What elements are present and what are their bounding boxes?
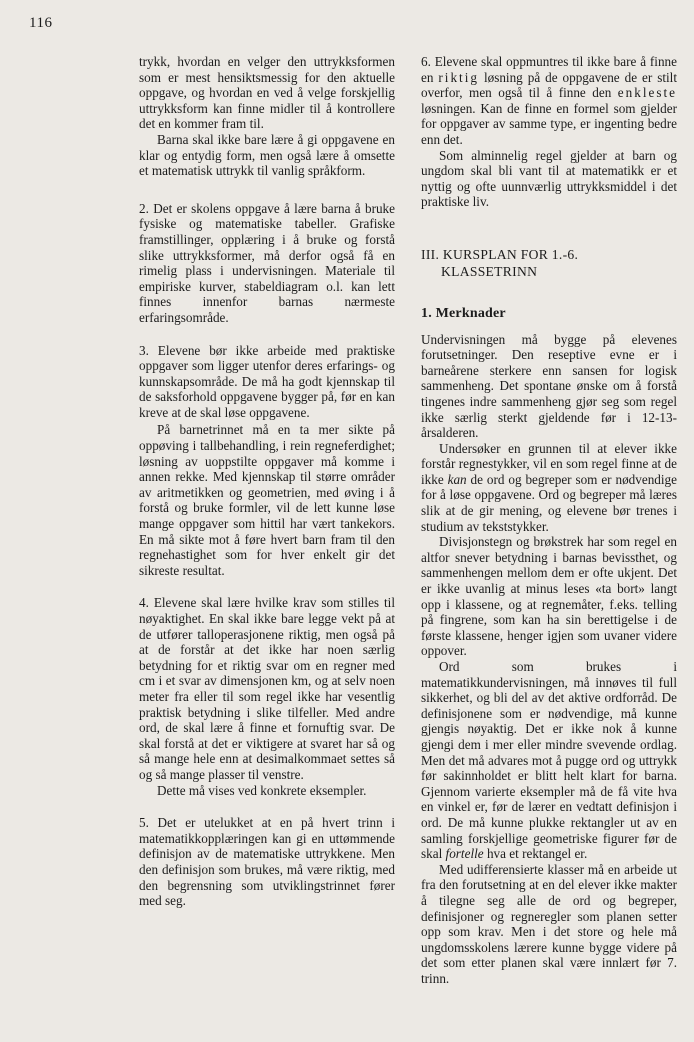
right-column xyxy=(421,54,677,986)
emphasized-word: fortelle xyxy=(445,846,484,862)
left-column xyxy=(139,54,395,909)
paragraph: Med udifferensierte klasser må en arbeide ut fra den forutsetning at en del elever ikke makter å tilegne seg alle de ord og begreper, definisjoner og regneregler som planen setter opp som krav. Men i det store og hele må ungdomsskolens lærere kunne bygge videre på det som etter planen skal være innlært før 7. trinn. xyxy=(421,861,677,986)
paragraph: trykk, hvordan en velger den uttrykksformen som er mest hensiktsmessig for den aktuelle oppgave, og hvordan en ved å velge forskjellig uttrykksform kan finne midler til å kontrollere det en kommer fram til. xyxy=(139,54,395,132)
paragraph: På barnetrinnet må en ta mer sikte på oppøving i tallbehandling, i rein regneferdighet; løsning av uoppstilte oppgaver må komme i annen rekke. Med kjennskap til større områder av aritmetikken og geometrien, med øving i å forstå og bruke formler, vil de lett kunne løse mange oppgaver som hittil har vært tankekors. En må sikte mot å føre hvert barn fram til den regnehastighet som for hver enkelt gir det sikreste resultat. xyxy=(139,422,395,578)
paragraph: Divisjonstegn og brøkstrek har som regel en altfor snever betydning i barnas bevissthet, og sammenhengen mellom dem er ofte ukjent. Det er ikke uvanlig at minus leses «ta bort» langt opp i klassene, og at regnemåter, f.eks. telling på fingrene, som kan ha sin berettigelse i de første klassene, henger igjen som uvaner videre oppover. xyxy=(421,534,677,659)
emphasized-word: enkleste xyxy=(617,85,677,101)
paragraph: Dette må vises ved konkrete eksempler. xyxy=(157,782,367,798)
numbered-paragraph-2: 2. Det er skolens oppgave å lære barna å bruke fysiske og matematiske tabeller. Grafiske framstillinger, opplæring i å bruke og forstå slike uttrykksformer, må derfor også få en rimelig plass i undervisningen. Materiale til empiriske kurver, stabeldiagram o.l. kan lett finnes innenfor barnas nærmeste erfaringsområde. xyxy=(139,200,395,325)
emphasized-word: riktig xyxy=(438,69,479,85)
paragraph: Undersøker en grunnen til at elever ikke forstår regnestykker, vil en som regel finne at de ikke kan de ord og begreper som er nødvendige for å løse oppgavene. Ord og begreper må læres slik at de gir mening, og elevene bør trenes i studium av tekststykker. xyxy=(421,440,677,534)
numbered-paragraph-6: 6. Elevene skal oppmuntres til ikke bare å finne en riktig løsning på de oppgavene de er stilt overfor, men også til å finne den enkleste løsningen. Kan de finne en formel som gjelder for oppgaver av samme type, er ingenting bedre enn det. xyxy=(421,54,677,147)
numbered-paragraph-3: 3. Elevene bør ikke arbeide med praktiske oppgaver som ligger utenfor deres erfarings- og kunnskapsområde. De må ha godt kjennskap til de saksforhold oppgavene bygger på, før en kan kreve at de skal løse oppgavene. xyxy=(139,342,395,420)
paragraph: Som alminnelig regel gjelder at barn og ungdom skal bli vant til at matematikk er et nyttig og ofte uunnværlig uttrykksmiddel i det praktiske liv. xyxy=(421,147,677,210)
sub-heading: 1. Merknader xyxy=(421,305,506,321)
numbered-paragraph-5: 5. Det er utelukket at en på hvert trinn i matematikkopplæringen kan gi en uttømmende definisjon av de matematiske uttrykkene. Men den definisjon som brukes, må være riktig, med den begrensning som utviklingstrinnet fører med seg. xyxy=(139,815,395,909)
emphasized-word: kan xyxy=(447,471,467,487)
numbered-paragraph-4: 4. Elevene skal lære hvilke krav som stilles til nøyaktighet. En skal ikke bare legge vekt på at de utfører talloperasjonene riktig, men også på at de forstår at det ikke har noen særlig betydning for et riktig svar om en regner med cm i et svar av dimensjonen km, og at selv noen meter fra eller til som regel ikke har vesentlig praktisk betydning i slike tilfeller. Med andre ord, de skal lære å finne et fornuftig svar. De skal forstå at det er viktigere at svaret har så og så mange hele enn at desimalkommaet settes så og så mange plasser til venstre. xyxy=(139,595,395,782)
paragraph: Barna skal ikke bare lære å gi oppgavene en klar og entydig form, men også lære å omsette et matematisk uttrykk til vanlig språkform. xyxy=(139,131,395,179)
paragraph: Undervisningen må bygge på elevenes forutsetninger. Den reseptive evne er i barneårene sterkere enn sansen for logisk sammenheng. Det spontane ønske om å forstå tingenes indre sammenheng gjør seg som regel ikke særlig sterkt gjeldende før i 12-13-årsalderen. xyxy=(421,331,677,441)
paragraph: Ord som brukes i matematikkundervisningen, må innøves til full sikkerhet, og bli del av det aktive ordforråd. De definisjonene som er nødvendige, må kunne gjengis nøyaktig. Det er ikke nok å kunne gjengi dem i mer eller mindre svevende ordlag. Men det må advares mot å pugge ord og uttrykk før sakinnholdet er blitt helt klart for barna. Gjennom varierte eksempler må de få vite hva en vinkel er, før de lærer en vedtatt definisjon i ord. De må kunne plukke rektangler ut av en samling forskjellige geometriske figurer før de skal fortelle hva et rektangel er. xyxy=(421,659,677,862)
section-heading: III. KURSPLAN FOR 1.-6. KLASSETRINN xyxy=(421,246,579,279)
page-number: 116 xyxy=(29,15,53,31)
